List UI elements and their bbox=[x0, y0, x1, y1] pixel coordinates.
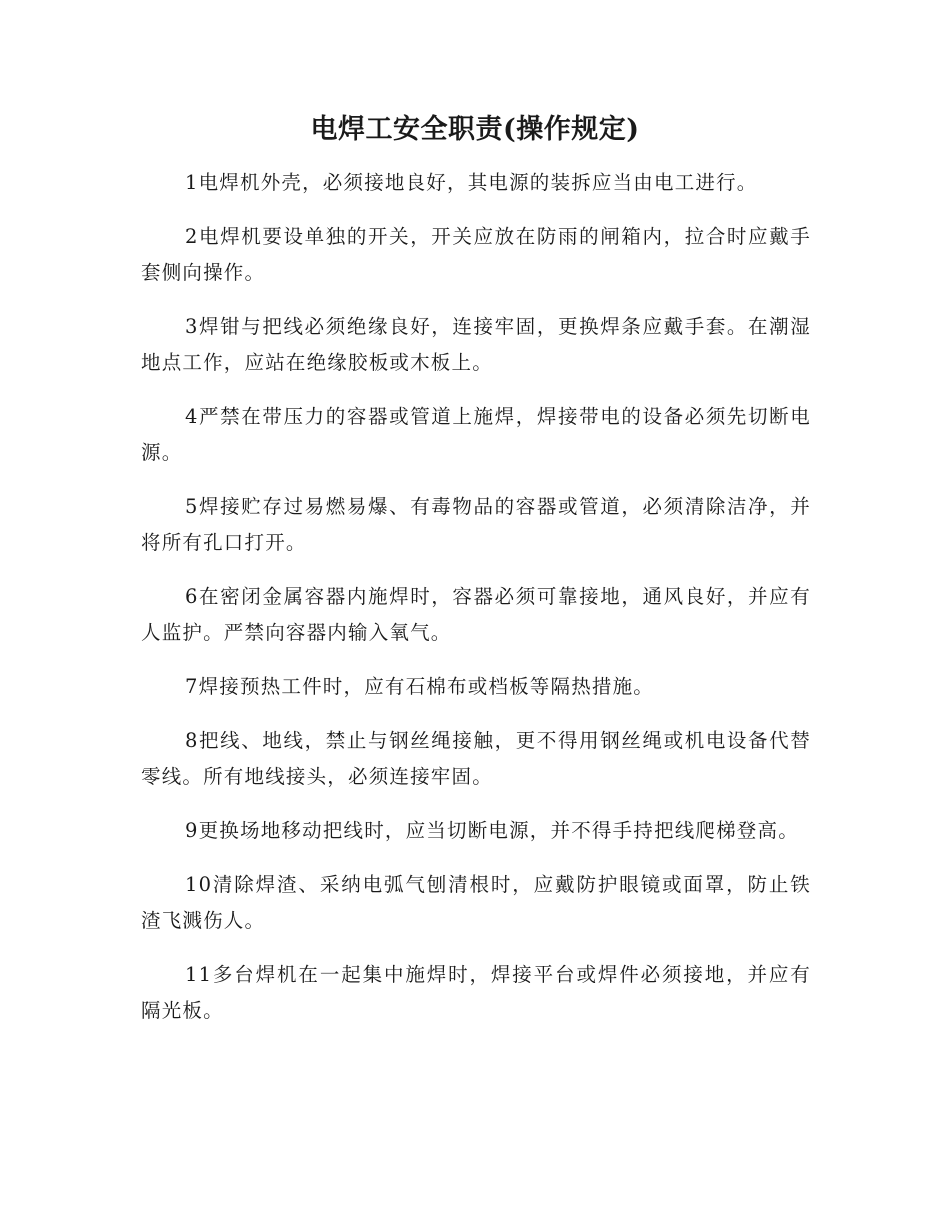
paragraph-7: 7焊接预热工件时，应有石棉布或档板等隔热措施。 bbox=[185, 675, 655, 698]
paragraph-2: 2电焊机要设单独的开关，开关应放在防雨的闸箱内，拉合时应戴手套侧向操作。 bbox=[141, 225, 811, 284]
document-body bbox=[141, 165, 811, 1047]
paragraph-1: 1电焊机外壳，必须接地良好，其电源的装拆应当由电工进行。 bbox=[185, 171, 758, 194]
paragraph-9: 9更换场地移动把线时，应当切断电源，并不得手持把线爬梯登高。 bbox=[185, 819, 799, 842]
paragraph-4: 4严禁在带压力的容器或管道上施焊，焊接带电的设备必须先切断电源。 bbox=[141, 405, 811, 464]
paragraph-8: 8把线、地线，禁止与钢丝绳接触，更不得用钢丝绳或机电设备代替零线。所有地线接头，必须连接牢固。 bbox=[141, 729, 811, 788]
paragraph-10: 10清除焊渣、采纳电弧气刨清根时，应戴防护眼镜或面罩，防止铁渣飞溅伤人。 bbox=[141, 873, 811, 932]
document-title: 电焊工安全职责(操作规定) bbox=[310, 114, 640, 145]
paragraph-11: 11多台焊机在一起集中施焊时，焊接平台或焊件必须接地，并应有隔光板。 bbox=[141, 963, 811, 1022]
paragraph-3: 3焊钳与把线必须绝缘良好，连接牢固，更换焊条应戴手套。在潮湿地点工作，应站在绝缘胶板或木板上。 bbox=[141, 315, 811, 374]
paragraph-6: 6在密闭金属容器内施焊时，容器必须可靠接地，通风良好，并应有人监护。严禁向容器内输入氧气。 bbox=[141, 585, 811, 644]
paragraph-5: 5焊接贮存过易燃易爆、有毒物品的容器或管道，必须清除洁净，并将所有孔口打开。 bbox=[141, 495, 811, 554]
